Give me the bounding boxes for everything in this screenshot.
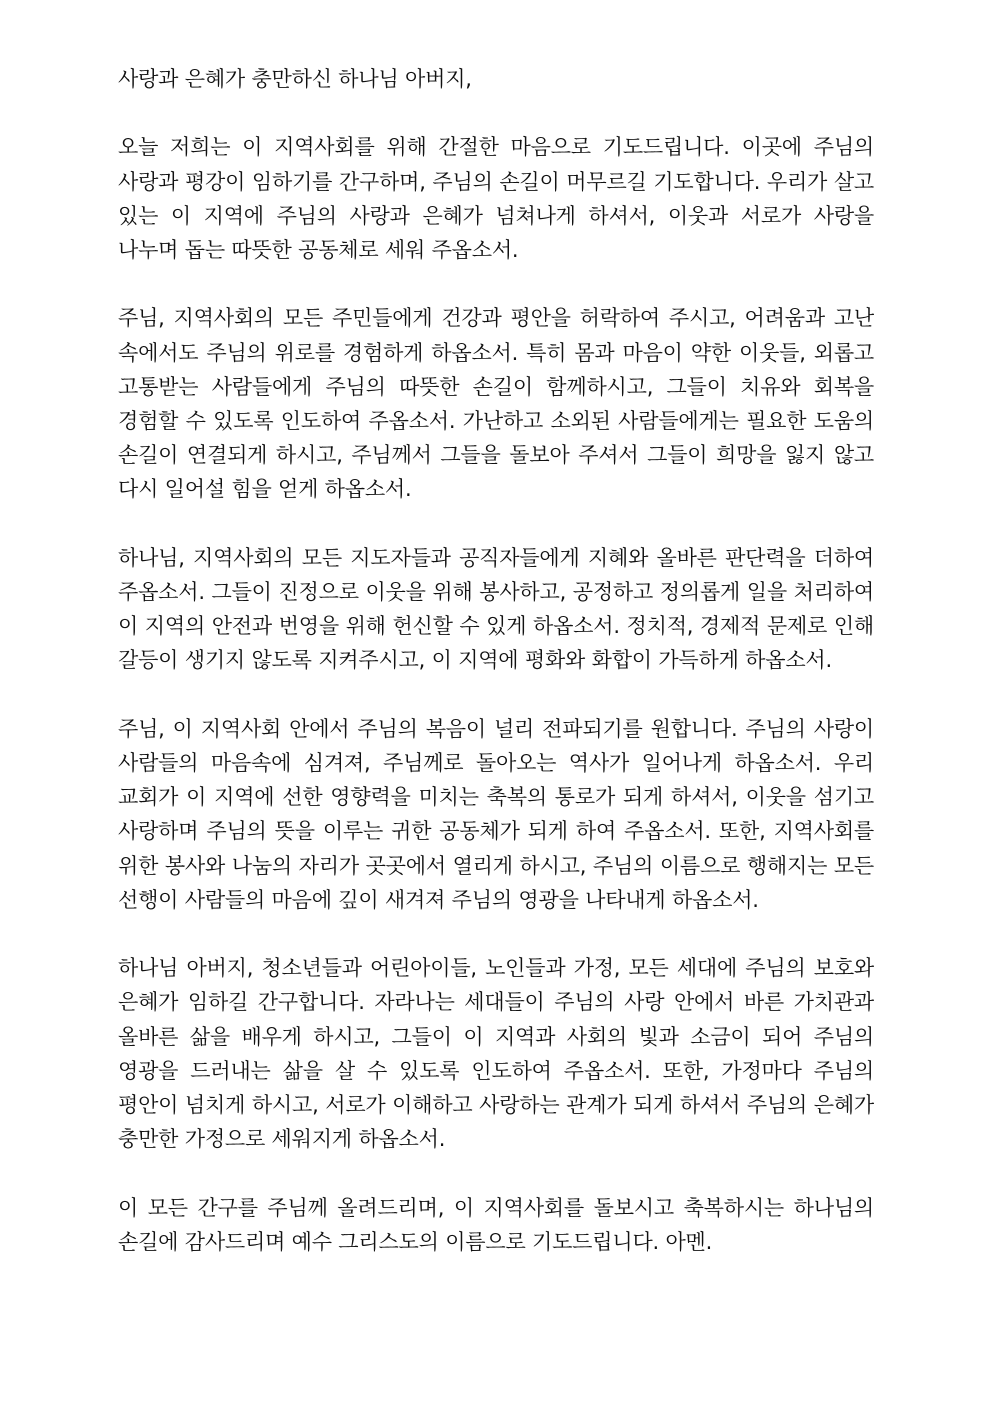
document-page (118, 62, 874, 1293)
paragraph-4: 주님, 이 지역사회 안에서 주님의 복음이 널리 전파되기를 원합니다. 주님의 사랑이 사람들의 마음속에 심겨져, 주님께로 돌아오는 역사가 일어나게 하옵소서. 우리 교회가 이 지역에 선한 영향력을 미치는 축복의 통로가 되게 하셔서, 이웃을 섬기고 사랑하며 주님의 뜻을 이루는 귀한 공동체가 되게 하여 주옵소서. 또한, 지역사회를 위한 봉사와 나눔의 자리가 곳곳에서 열리게 하시고, 주님의 이름으로 행해지는 모든 선행이 사람들의 마음에 깊이 새겨져 주님의 영광을 나타내게 하옵소서. (118, 716, 874, 912)
closing-paragraph: 이 모든 간구를 주님께 올려드리며, 이 지역사회를 돌보시고 축복하시는 하나님의 손길에 감사드리며 예수 그리스도의 이름으로 기도드립니다. 아멘. (118, 1195, 874, 1254)
paragraph-3: 하나님, 지역사회의 모든 지도자들과 공직자들에게 지혜와 올바른 판단력을 더하여 주옵소서. 그들이 진정으로 이웃을 위해 봉사하고, 공정하고 정의롭게 일을 처리하여 이 지역의 안전과 번영을 위해 헌신할 수 있게 하옵소서. 정치적, 경제적 문제로 인해 갈등이 생기지 않도록 지켜주시고, 이 지역에 평화와 화합이 가득하게 하옵소서. (118, 545, 874, 673)
paragraph-5: 하나님 아버지, 청소년들과 어린아이들, 노인들과 가정, 모든 세대에 주님의 보호와 은혜가 임하길 간구합니다. 자라나는 세대들이 주님의 사랑 안에서 바른 가치관과 올바른 삶을 배우게 하시고, 그들이 이 지역과 사회의 빛과 소금이 되어 주님의 영광을 드러내는 삶을 살 수 있도록 인도하여 주옵소서. 또한, 가정마다 주님의 평안이 넘치게 하시고, 서로가 이해하고 사랑하는 관계가 되게 하셔서 주님의 은혜가 충만한 가정으로 세워지게 하옵소서. (118, 956, 874, 1152)
salutation: 사랑과 은혜가 충만하신 하나님 아버지, (118, 67, 472, 91)
paragraph-2: 주님, 지역사회의 모든 주민들에게 건강과 평안을 허락하여 주시고, 어려움과 고난 속에서도 주님의 위로를 경험하게 하옵소서. 특히 몸과 마음이 약한 이웃들, 외롭고 고통받는 사람들에게 주님의 따뜻한 손길이 함께하시고, 그들이 치유와 회복을 경험할 수 있도록 인도하여 주옵소서. 가난하고 소외된 사람들에게는 필요한 도움의 손길이 연결되게 하시고, 주님께서 그들을 돌보아 주셔서 그들이 희망을 잃지 않고 다시 일어설 힘을 얻게 하옵소서. (118, 306, 874, 502)
paragraph-1: 오늘 저희는 이 지역사회를 위해 간절한 마음으로 기도드립니다. 이곳에 주님의 사랑과 평강이 임하기를 간구하며, 주님의 손길이 머무르길 기도합니다. 우리가 살고 있는 이 지역에 주님의 사랑과 은혜가 넘쳐나게 하셔서, 이웃과 서로가 사랑을 나누며 돕는 따뜻한 공동체로 세워 주옵소서. (118, 135, 874, 262)
